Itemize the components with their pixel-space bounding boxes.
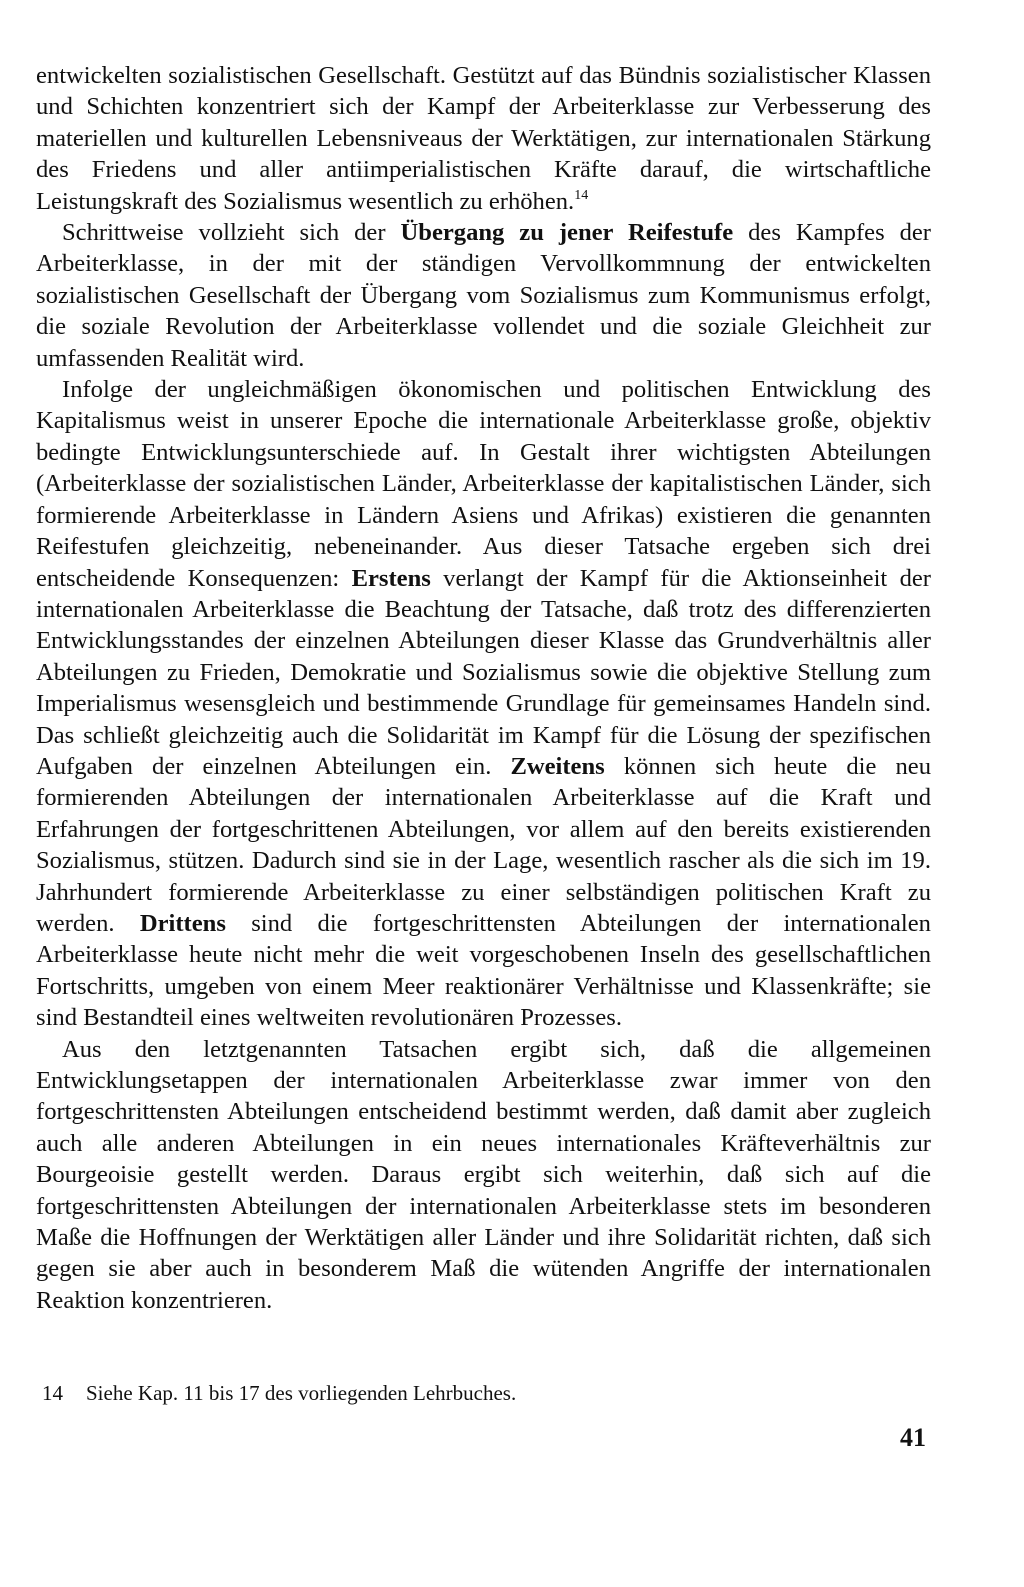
paragraph-3-text-3: können sich heute die neu formierenden Abteilungen der internationalen Arbeiterklasse auf die Kraft und Erfahrungen der fortgeschrittenen Abteilungen, vor allem auf den bereits existierenden Sozialismus, stützen. Dadurch sind sie in der Lage, wesentlich rascher als die sich im 19. Jahrhundert formierende Arbeiterklasse zu einer selbständigen politischen Kraft zu werden.	[36, 752, 932, 937]
footnote-reference-14: 14	[574, 187, 589, 203]
paragraph-3-emphasis-drittens: Drittens	[139, 909, 226, 937]
paragraph-3-text-4: sind die fortgeschrittensten Abteilungen der internationalen Arbeiterklasse heute nicht mehr die weit vorgeschobenen Inseln des gesellschaftlichen Fortschritts, umgeben von einem Meer reaktionärer Verhältnisse und Klassenkräfte; sie sind Bestandteil eines weltweiten revolutionären Prozesses.	[36, 909, 931, 1032]
paragraph-3-text-2: verlangt der Kampf für die Aktionseinheit der internationalen Arbeiterklasse die Beachtung der Tatsache, daß trotz des differenzierten Entwicklungsstandes der einzelnen Abteilungen dieser Klasse das Grundverhältnis aller Abteilungen zu Frieden, Demokratie und Sozialismus sowie die objektive Stellung zum Imperialismus wesensgleich und bestimmende Grundlage für gemeinsames Handeln sind. Das schließt gleichzeitig auch die Solidarität im Kampf für die Lösung der spezifischen Aufgaben der einzelnen Abteilungen ein.	[36, 564, 931, 780]
footnote-text: Siehe Kap. 11 bis 17 des vorliegenden Lehrbuches.	[86, 1381, 517, 1405]
footnote	[42, 1379, 516, 1407]
paragraph-3	[36, 374, 931, 1034]
paragraph-3-text-1: Infolge der ungleichmäßigen ökonomischen und politischen Entwicklung des Kapitalismus weist in unserer Epoche die internationale Arbeiterklasse große, objektiv bedingte Entwicklungsunterschiede auf. In Gestalt ihrer wichtigsten Abteilungen (Arbeiterklasse der sozialistischen Länder, Arbeiterklasse der kapitalistischen Länder, sich formierende Arbeiterklasse in Ländern Asiens und Afrikas) existieren die genannten Reifestufen gleichzeitig, nebeneinander. Aus dieser Tatsache ergeben sich drei entscheidende Konsequenzen:	[36, 376, 931, 592]
paragraph-1-text: entwickelten sozialistischen Gesellschaft. Gestützt auf das Bündnis sozialistischer Klassen und Schichten konzentriert sich der Kampf der Arbeiterklasse zur Verbesserung des materiellen und kulturellen Lebensniveaus der Werktätigen, zur internationalen Stärkung des Friedens und aller antiimperialistischen Kräfte darauf, die wirtschaftliche Leistungskraft des Sozialismus wesentlich zu erhöhen.	[36, 62, 931, 215]
page-number: 41	[900, 1423, 926, 1452]
page-body	[36, 60, 931, 1316]
paragraph-2-text-1: Schrittweise vollzieht sich der	[62, 219, 401, 247]
paragraph-1	[36, 60, 931, 217]
paragraph-2-text-2: des Kampfes der Arbeiterklasse, in der mit der ständigen Vervollkommnung der entwickelten sozialistischen Gesellschaft der Übergang vom Sozialismus zum Kommunismus erfolgt, die soziale Revolution der Arbeiterklasse vollendet und die soziale Gleichheit zur umfassenden Realität wird.	[36, 219, 932, 372]
paragraph-4-text: Aus den letztgenannten Tatsachen ergibt sich, daß die allgemeinen Entwicklungsetappen der internationalen Arbeiterklasse zwar immer von den fortgeschrittensten Abteilungen entscheidend bestimmt werden, daß damit aber zugleich auch alle anderen Abteilungen in ein neues internationales Kräfteverhältnis zur Bourgeoisie gestellt werden. Daraus ergibt sich weiterhin, daß sich auf die fortgeschrittensten Abteilungen der internationalen Arbeiterklasse stets im besonderen Maße die Hoffnungen der Werktätigen aller Länder und ihre Solidarität richten, daß sich gegen sie aber auch in besonderem Maß die wütenden Angriffe der internationalen Reaktion konzentrieren.	[36, 1035, 931, 1314]
paragraph-3-emphasis-zweitens: Zweitens	[510, 752, 605, 780]
paragraph-3-emphasis-erstens: Erstens	[351, 564, 431, 592]
paragraph-4	[36, 1034, 931, 1317]
footnote-number: 14	[42, 1381, 63, 1405]
paragraph-2-emphasis: Übergang zu jener Reifestufe	[400, 219, 734, 247]
paragraph-2	[36, 217, 931, 374]
